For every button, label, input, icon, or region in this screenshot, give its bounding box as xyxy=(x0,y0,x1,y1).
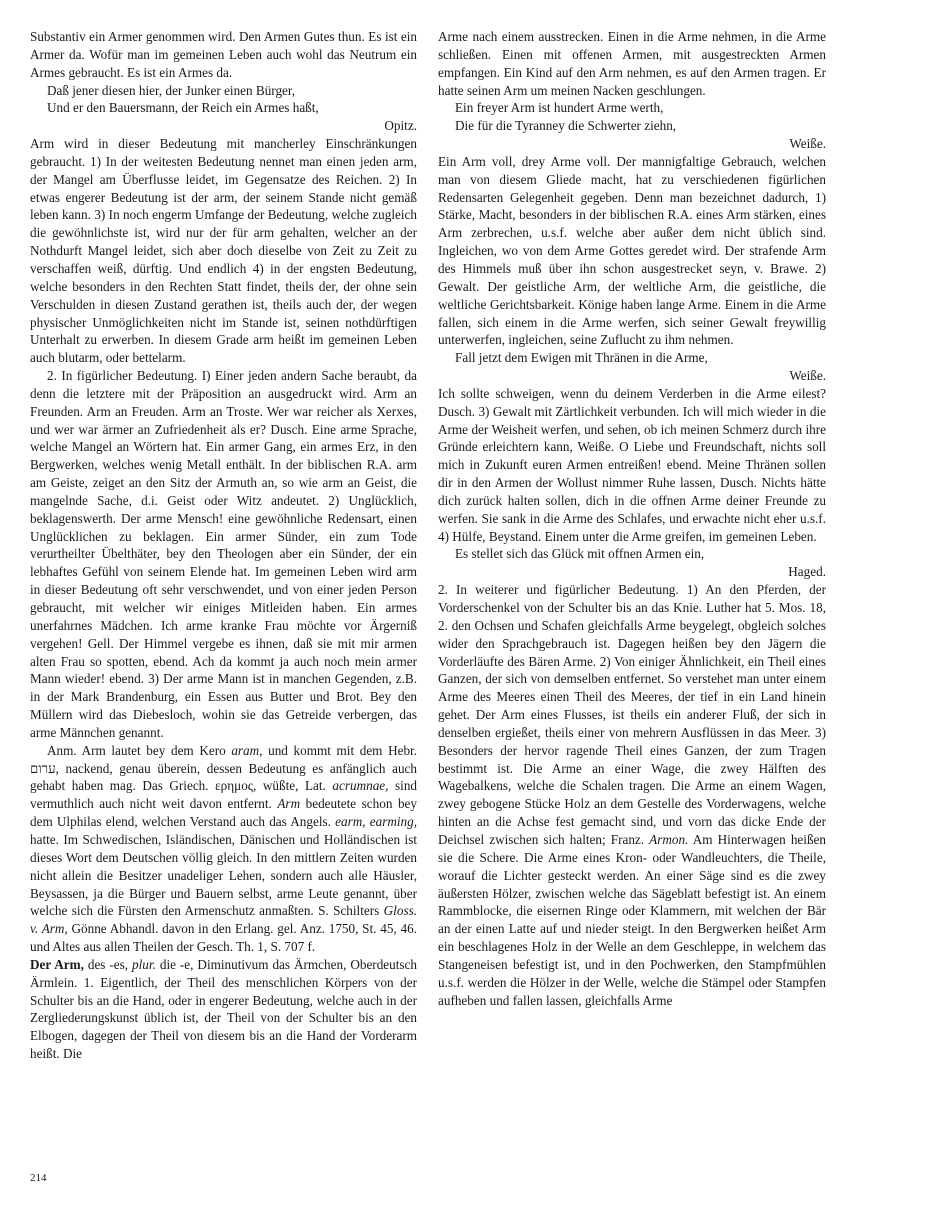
annotation-paragraph: Anm. Arm lautet bey dem Kero aram, und kommt mit dem Hebr. ערום, nackend, genau überein, dessen Bedeutung es anfänglich auch gehabt haben mag. Das Griech. ερημος, wüßte, Lat. acrumnae, sind vermuthlich auch nicht weit davon entfernt. Arm bedeutete schon bey dem Ulphilas elend, welchen Verstand auch das Angels. earm, earming, hatte. Im Schwedischen, Isländischen, Dänischen und Holländischen ist dieses Wort dem Deutschen völlig gleich. In den mittlern Zeiten wurden nicht allein die Besitzer unadeliger Lehen, sondern auch alle Häusler, Beysassen, ja die Bürger und Bauern selbst, arme Leute genannt, über welche sich die Fürsten den Armenschutz anmaßten. S. Schilters Gloss. v. Arm, Gönne Abhandl. davon in den Erlang. gel. Anz. 1750, St. 45, 46. und Altes aus allen Theilen der Gesch. Th. 1, S. 707 f. xyxy=(30,742,418,955)
paragraph: Ein Arm voll, drey Arme voll. Der mannigfaltige Gebrauch, welchen man von diesem Gliede macht, hat zu verschiedenen figürlichen Redensarten Gelegenheit gegeben. Denn man bezeichnet dadurch, 1) Stärke, Macht, besonders in der biblischen R.A. eines Arm stärken, eines Arm zerbrechen, u.s.f. welche aber außer dem nicht üblich sind. Ingleichen, wo von dem Arme Gottes geredet wird. Der strafende Arm des Himmels muß über ihn schon ausgestrecket seyn, v. Brawe. 2) Gewalt. Der geistliche Arm, der weltliche Arm, die geistliche, die weltliche Gerichtsbarkeit. Könige haben lange Arme. Einem in die Arme fallen, sich einem in die Arme werfen, sich seiner Gewalt freywillig unterwerfen, ingleichen, seine Zuflucht zu ihm nehmen. xyxy=(438,153,826,348)
left-column xyxy=(30,28,417,1063)
paragraph: 2. In figürlicher Bedeutung. I) Einer jeden andern Sache beraubt, da denn die letztere mit der Präposition an ausgedruckt wird. Arm an Freunden. Arm an Freuden. Arm an Troste. Wer war reicher als Xerxes, und wer war ärmer an Zufriedenheit als er? Dusch. Eine arme Sprache, welche Mangel an Wörtern hat. Ein armer Gang, ein armes Erz, in den Bergwerken, welches wenig Metall enthält. In der biblischen R.A. arm am Geiste, zeiget an den Sitz der Armuth an, so wie arm an Geist, die mangelnde Sache, d.i. Geist oder Witz andeutet. 2) Unglücklich, beklagenswerth. Der arme Mensch! eine gewöhnliche Redensart, einen Unglücklichen zu beklagen. Ein armer Sünder, ein zum Tode verurtheilter Übelthäter, bey den Theologen aber ein Sünder, der ein lebhaftes Gefühl von seinem Elende hat. Im gemeinen Leben wird arm in dieser Bedeutung oft sehr verschwendet, und von einer jeden Person gebraucht, mit welcher wir einiges Mitleiden haben. Ein armes unerfahrnes Mädchen. Ich arme kranke Frau möchte vor Ärgerniß vergehen! Gell. Der Himmel vergebe es ihnen, daß sie mit mir armen alten Frau so spotten, ebend. Ach da kommt ja auch noch mein armer Mann wieder! ebend. 3) Der arme Mann ist in manchen Gegenden, z.B. in der Mark Brandenburg, ein Essen aus Butter und Brot. Bey den Müllern wird das Diebesloch, wohin sie das Getreide verbergen, das arme Männchen genannt. xyxy=(30,368,417,740)
attribution: Weiße. xyxy=(789,368,826,384)
paragraph: Ich sollte schweigen, wenn du deinem Verderben in die Arme eilest? Dusch. 3) Gewalt mit Zärtlichkeit verbunden. Ich will mich wieder in die Arme der Weisheit werfen, und sehen, ob ich meinen Schmerz durch ihre Gründe erleichtern kann, Weiße. O Liebe und Freundschaft, nichts soll mich in Zukunft euren Armen entreißen! ebend. Meine Thränen sollen dir in den Armen der Wollust nimmer Ruhe lassen, Dusch. Nichts hätte dich zurück halten sollen, dich in die offnen Arme deiner Freunde zu werfen. Sie sank in die Arme des Schlafes, und erwachte nicht eher u.s.f. 4) Hülfe, Beystand. Einem unter die Arme greifen, im gemeinen Leben. xyxy=(438,385,826,544)
page-number: 214 xyxy=(30,1172,47,1184)
entry-paragraph: Der Arm, des -es, plur. die -e, Diminutivum das Ärmchen, Oberdeutsch Ärmlein. 1. Eigentlich, der Theil des menschlichen Körpers von der Schulter bis an die Hand, oder in engerer Bedeutung, welche auch in der Zergliederungskunst üblich ist, der Theil von der Schulter bis an den Elbogen, dagegen der Theil von diesem bis an die Hand der Vorderarm heißt. Die xyxy=(30,956,417,1062)
attribution: Opitz. xyxy=(384,118,417,134)
paragraph: 2. In weiterer und figürlicher Bedeutung. 1) An den Pferden, der Vorderschenkel von der Schulter bis an das Knie. Luther hat 5. Mos. 18, 2. den Ochsen und Schafen gleichfalls Arme beygelegt, obgleich solches wider den Sprachgebrauch ist. Dagegen heißen bey den Jägern die Vorderläufte des Bären Arme. 2) Von einiger Ähnlichkeit, ein Theil eines Ganzen, der sich von demselben entfernet. So verstehet man unter einem Arme des Meeres einen Theil des Meeres, der tief in ein Land hinein gehet. Der Arm eines Flusses, ist theils ein anderer Fluß, der sich in denselben ergießet, theils einer von mehrern Ausflüssen in das Meer. 3) Besonders der hervor ragende Theil eines Ganzen, der zum Tragen bestimmt ist. Die Arme an einer Wage, die zwey Hälften des Wagebalkens, welche die Schalen tragen. Die Arme an einem Wagen, zwey gebogene Stücke Holz an dem Gestelle des Vorderwagens, welche hinten an die Achse fest gemacht sind, und vorn das dicke Ende der Deichsel zwischen sich halten; Franz. Armon. Am Hinterwagen heißen sie die Schere. Die Arme eines Kron- oder Wandleuchters, die Theile, worauf die Lichter gesteckt werden. An einer Säge sind es die zwey äußersten Hölzer, zwischen welche das Sägeblatt befestigt ist. An einem Rammblocke, die eisernen Ringe oder Klammern, mit welchen der Bär an der einen Latte auf und nieder steigt. In den Bergwerken heißet Arm ein beschlagenes Holz in der Welle an dem Geschleppe, in welchem das Stangeneisen befestigt ist, und in den Pochwerken, den Stampfmühlen u.s.f. werden die Hölzer in der Welle, welche die Stämpel oder Stampfen aufheben und fallen lassen, gleichfalls Arme xyxy=(438,582,826,1008)
verse-line: Ein freyer Arm ist hundert Arme werth, xyxy=(455,100,664,116)
attribution: Haged. xyxy=(788,564,826,580)
paragraph: Substantiv ein Armer genommen wird. Den Armen Gutes thun. Es ist ein Armer da. Wofür man im gemeinen Leben auch wohl das Neutrum ein Armes gebraucht. Es ist ein Armes da. xyxy=(30,29,417,80)
attribution: Weiße. xyxy=(789,136,826,152)
verse-line: Es stellet sich das Glück mit offnen Armen ein, xyxy=(455,546,705,562)
verse-line: Fall jetzt dem Ewigen mit Thränen in die Arme, xyxy=(455,350,708,366)
entry-headword: Der Arm, xyxy=(30,956,84,972)
verse-line: Die für die Tyranney die Schwerter ziehn, xyxy=(455,118,677,134)
paragraph: Arme nach einem ausstrecken. Einen in die Arme nehmen, in die Arme schließen. Einen mit offenen Armen, mit ausgestreckten Armen empfangen. Ein Kind auf den Arm nehmen, es auf den Armen tragen. Er hatte seinen Arm um meinen Nacken geschlungen. xyxy=(438,29,826,98)
verse-line: Und er den Bauersmann, der Reich ein Armes haßt, xyxy=(47,100,319,116)
right-column xyxy=(438,28,826,1009)
verse-line: Daß jener diesen hier, der Junker einen Bürger, xyxy=(47,82,296,98)
paragraph: Arm wird in dieser Bedeutung mit mancherley Einschränkungen gebraucht. 1) In der weitesten Bedeutung nennet man einen jeden arm, der Mangel am Überflusse leidet, im Gegensatze des Reichen. 2) In etwas engerer Bedeutung ist der arm, der seinem Stande nicht gemäß leben kann. 3) In noch engerm Umfange der Bedeutung, welche zugleich die gewöhnlichste ist, wird nur der für arm gehalten, welcher an der Nothdurft Mangel leidet, sich aber doch dieselbe von Zeit zu Zeit zu verschaffen weiß, dürftig. Und endlich 4) in der engsten Bedeutung, welche besonders in den Rechten Statt findet, theils der, der ohne sein Verschulden in diesen Zustand gerathen ist, theils auch der, der wegen physischer Unmöglichkeiten nicht im Stande ist, seinen nothdürftigen Unterhalt zu erwerben. In diesem Grade arm heißt im gemeinen Leben auch blutarm, oder bettelarm. xyxy=(30,136,417,366)
